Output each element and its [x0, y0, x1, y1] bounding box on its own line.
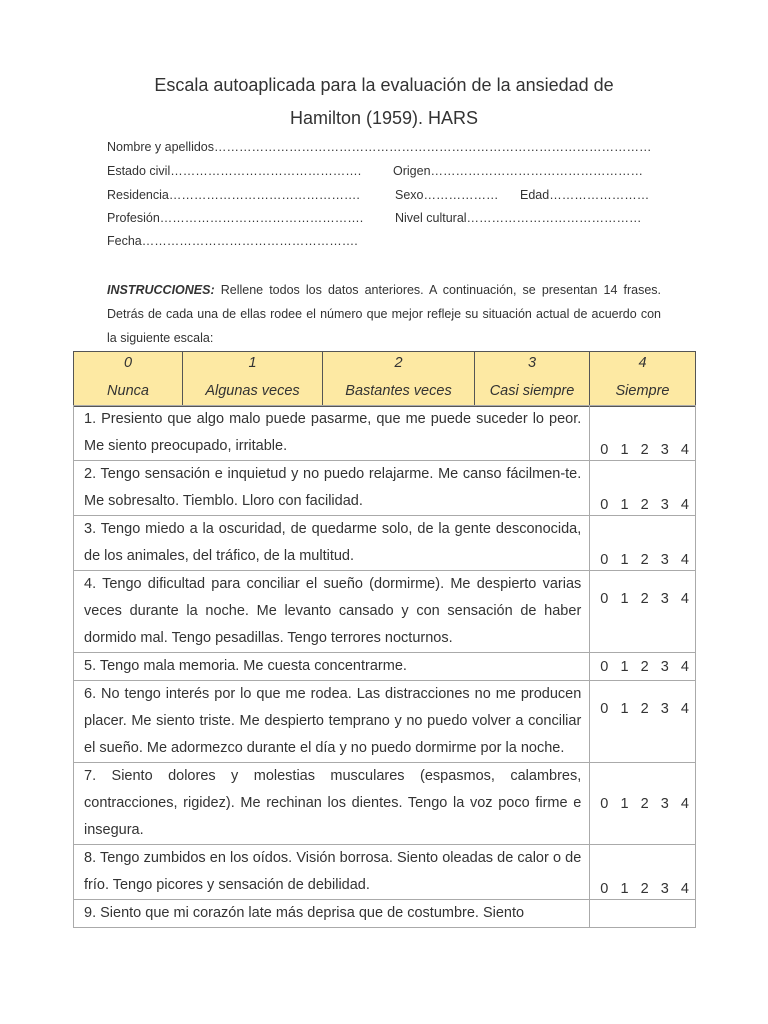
item-options[interactable]: 0 1 2 3 4	[590, 763, 696, 845]
item-options[interactable]: 0 1 2 3 4	[590, 516, 696, 571]
instructions-label: INSTRUCCIONES:	[107, 283, 215, 297]
scale-4: 4 Siempre	[590, 352, 696, 407]
table-row	[74, 571, 696, 653]
field-sexo[interactable]: Sexo………………	[395, 188, 499, 202]
item-text: 9. Siento que mi corazón late más deprisa que de costumbre. Siento	[74, 900, 590, 928]
page-title-line2: Hamilton (1959). HARS	[289, 108, 479, 128]
item-options[interactable]: 0 1 2 3 4	[590, 845, 696, 900]
table-row	[74, 653, 696, 681]
scale-2: 2 Bastantes veces	[323, 352, 475, 407]
table-row	[74, 406, 696, 461]
item-text: 7. Siento dolores y molestias musculares (espasmos, calambres, contracciones, rigidez). Me rechinan los dientes. Tengo la voz poco firme e insegura.	[74, 763, 590, 845]
field-nombre[interactable]: Nombre y apellidos……………………………………………………………………………………………	[107, 140, 652, 154]
item-text: 2. Tengo sensación e inquietud y no puedo relajarme. Me canso fácilmen-te. Me sobresalto. Tiemblo. Lloro con facilidad.	[74, 461, 590, 516]
item-options[interactable]: 0 1 2 3 4	[590, 653, 696, 681]
field-profesion[interactable]: Profesión………………………………………….	[107, 211, 364, 225]
instructions-text: Rellene todos los datos anteriores. A continuación, se presentan 14 frases. Detrás de cada una de ellas rodee el número que mejor refleje su situación actual de acuerdo con la siguiente escala:	[107, 283, 661, 345]
table-row	[74, 461, 696, 516]
scale-1: 1 Algunas veces	[183, 352, 323, 407]
field-edad[interactable]: Edad……………………	[520, 188, 650, 202]
scale-0: 0 Nunca	[74, 352, 183, 407]
item-text: 5. Tengo mala memoria. Me cuesta concentrarme.	[74, 653, 590, 681]
item-options[interactable]: 0 1 2 3 4	[590, 406, 696, 461]
scale-table	[73, 351, 696, 407]
field-residencia[interactable]: Residencia……………………………………….	[107, 188, 360, 202]
item-text: 6. No tengo interés por lo que me rodea. Las distracciones no me producen placer. Me siento triste. Me despierto temprano y no puedo volver a conciliar el sueño. Me adormezco durante el día y no puedo dormirme por la noche.	[74, 681, 590, 763]
instructions	[107, 278, 661, 350]
table-row	[74, 681, 696, 763]
item-text: 3. Tengo miedo a la oscuridad, de quedarme solo, de la gente desconocida, de los animales, del tráfico, de la multitud.	[74, 516, 590, 571]
item-options[interactable]: 0 1 2 3 4	[590, 681, 696, 763]
item-text: 1. Presiento que algo malo puede pasarme, que me puede suceder lo peor. Me siento preocupado, irritable.	[74, 406, 590, 461]
items-table	[73, 405, 696, 928]
scale-3: 3 Casi siempre	[475, 352, 590, 407]
field-nivel-cultural[interactable]: Nivel cultural……………………………………	[395, 211, 642, 225]
item-options[interactable]: 0 1 2 3 4	[590, 461, 696, 516]
table-row	[74, 516, 696, 571]
field-origen[interactable]: Origen……………………………………………	[393, 164, 644, 178]
item-text: 8. Tengo zumbidos en los oídos. Visión borrosa. Siento oleadas de calor o de frío. Tengo picores y sensación de debilidad.	[74, 845, 590, 900]
field-fecha[interactable]: Fecha…………………………………………….	[107, 234, 358, 248]
field-estado-civil[interactable]: Estado civil……………………………………….	[107, 164, 362, 178]
table-row	[74, 900, 696, 928]
table-row	[74, 763, 696, 845]
item-text: 4. Tengo dificultad para conciliar el sueño (dormirme). Me despierto varias veces durante la noche. Me levanto cansado y con sensación de haber dormido mal. Tengo pesadillas. Tengo terrores nocturnos.	[74, 571, 590, 653]
page-title: Escala autoaplicada para la evaluación de la ansiedad de	[154, 75, 614, 95]
table-row	[74, 845, 696, 900]
item-options[interactable]	[590, 900, 696, 928]
item-options[interactable]: 0 1 2 3 4	[590, 571, 696, 653]
